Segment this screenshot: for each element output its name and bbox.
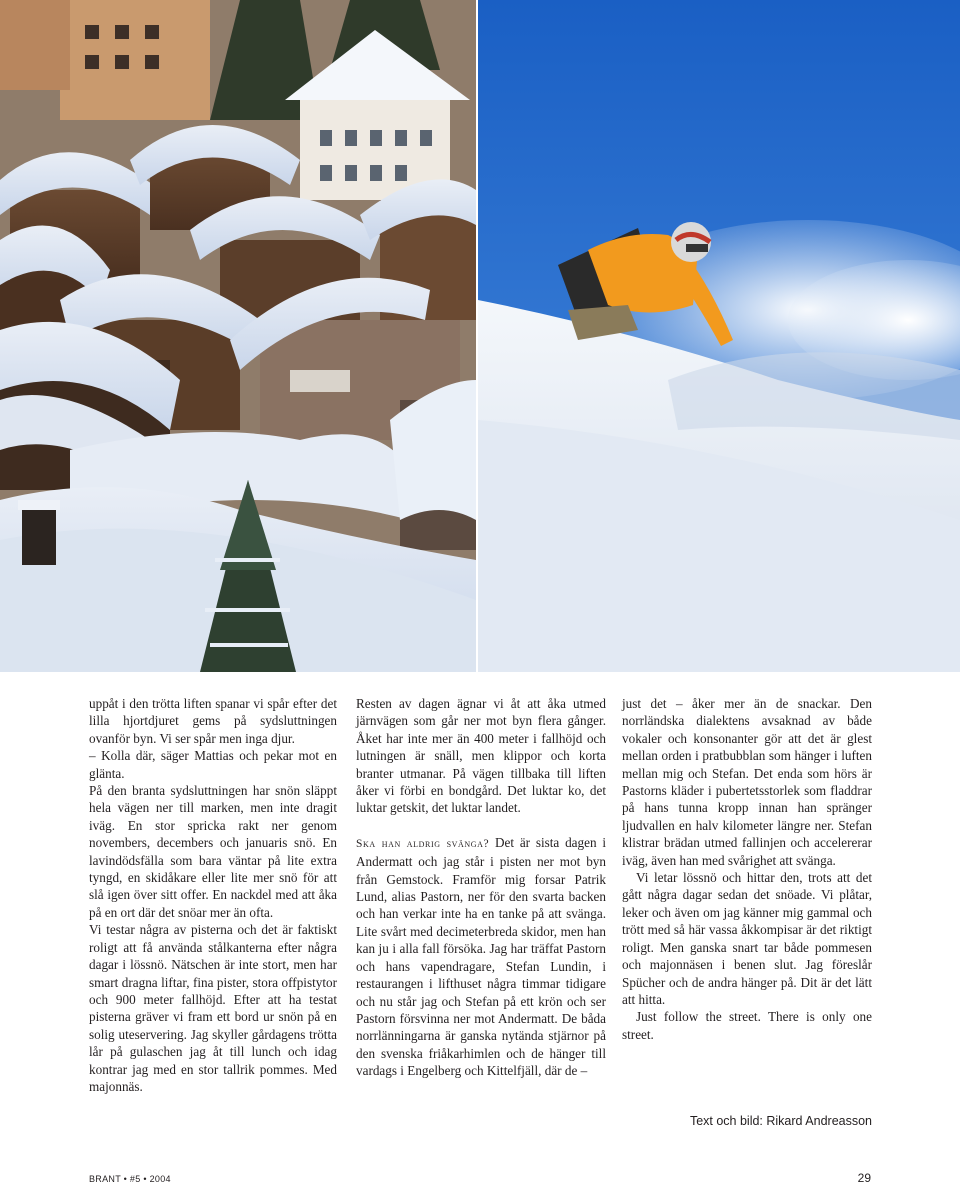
photo-text-credit: Text och bild: Rikard Andreasson <box>689 1114 872 1128</box>
snow-covered-village-photo <box>0 0 476 672</box>
bullet-separator: • <box>123 1174 128 1184</box>
body-column-2 <box>356 695 606 1080</box>
footer-magazine-info <box>89 1174 171 1184</box>
snowboarder-powder-photo <box>478 0 960 672</box>
page-number: 29 <box>857 1171 871 1185</box>
paragraph-text: Det är sista dagen i Andermatt och jag står i pisten ner mot byn från Gemstock. Framför mig forsar Patrik Lund, alias Pastorn, ner för den svarta backen och han verkar inte ha en tanke på att svänga. Lite svårt med decimeterbreda skidor, men han kan ju i alla fall försöka. Jag har träffat Pastorn och hans vapendragare, Stefan Lundin, i restaurangen i lifthuset några timmar tidigare och nu står jag och Stefan på ett krön och ser Pastorn försvinna ner mot Andermatt. De båda norrlänningarna är ganska nytända stjärnor på den svenska friåkarhimlen och de hänger till vardags i Engelberg och Kittelfjäll, där de – <box>356 834 606 1079</box>
paragraph: uppåt i den trötta liften spanar vi spår efter det lilla hjortdjuret gems på sydsluttningen ovanför byn. Vi ser spår men inga djur. <box>89 696 337 746</box>
magazine-name: BRANT <box>89 1174 121 1184</box>
body-column-3 <box>622 695 872 1043</box>
body-column-1 <box>89 695 337 1095</box>
section-heading: Ska han aldrig svänga? <box>356 837 490 850</box>
bullet-separator: • <box>143 1174 147 1184</box>
paragraph-with-heading <box>356 834 606 1080</box>
issue-number: #5 <box>129 1174 141 1184</box>
paragraph: just det – åker mer än de snackar. Den norrländska dialektens avsaknad av både vokaler och konsonanter gör att det är glest mellan orden i pratbubblan som hänger i luften mellan mig och Stefan. Det enda som hörs är Pastorns kläder i pubertetsstorlek som fladdrar på hans tunna kropp innan han spränger ljudvallen en halv kilometer längre ner. Stefan klistrar brädan utmed fallinjen och accelererar iväg, även han med svårighet att svänga. <box>622 696 872 868</box>
paragraph: Just follow the street. There is only one street. <box>622 1009 872 1042</box>
paragraph: På den branta sydsluttningen har snön släppt hela vägen ner till marken, men inte dragit iväg. En stor spricka rakt ner genom novembers, decembers och januaris snö. En lavindödsfälla som bara väntar på lite extra tyngd, en skidåkare eller lite mer snö för att slå igen över sitt offer. En nackdel med att åka på en ort där det snöar mer än ofta. <box>89 783 337 920</box>
paragraph: Vi letar lössnö och hittar den, trots att det gått några dagar sedan det snöade. Vi plåtar, leker och även om jag känner mig gammal och trött med så här vassa åkkompisar är det riktigt roligt. Men ganska snart tar både pommesen och majonnäsen i benen slut. Jag föreslår Spücher och de andra hänger på. Dit är det lätt att hitta. <box>622 870 872 1007</box>
paragraph: – Kolla där, säger Mattias och pekar mot en glänta. <box>89 748 337 781</box>
paragraph: Resten av dagen ägnar vi åt att åka utmed järnvägen som går ner mot byn flera gånger. Åket har inte mer än 400 meter i fallhöjd och lutningen är snäll, men klippor och korta branter utmanar. På vägen tillbaka till liften åker vi förbi en bondgård. Det luktar ko, det luktar getskit, det luktar landet. <box>356 696 606 816</box>
paragraph: Vi testar några av pisterna och det är faktiskt roligt att få använda stålkanterna efter några dagar i lössnö. Nätschen är inte stort, men har smart dragna liftar, fina pister, stora offpistytor och 900 meter fallhöjd. Efter att ha testat pisterna gräver vi fram ett bord ur snön på en solig uteservering. Jag skyller gårdagens trötta lår på gulaschen jag åt till lunch och idag kontrar jag med en stor tallrik pommes. Med majonnäs. <box>89 922 337 1094</box>
issue-year: 2004 <box>149 1174 171 1184</box>
